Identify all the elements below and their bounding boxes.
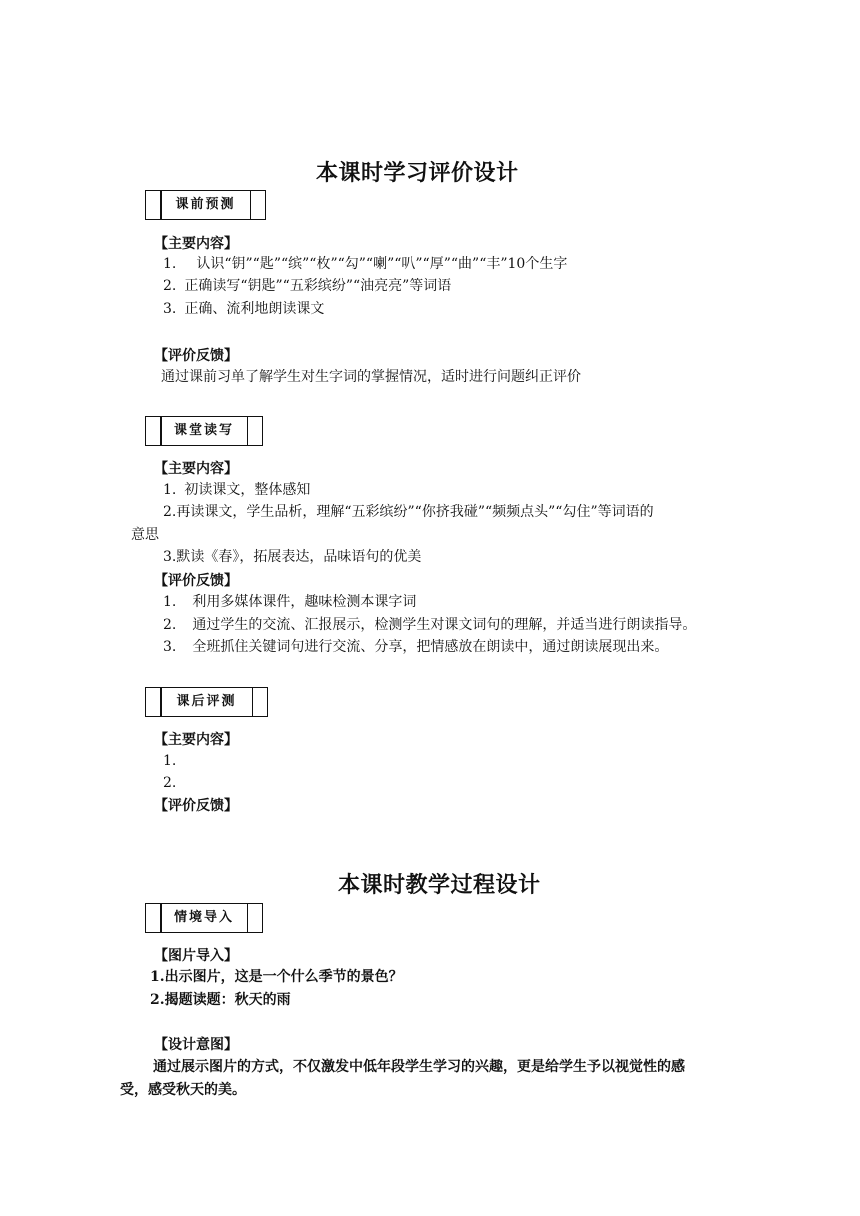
section-label: 课堂读写 <box>173 423 234 438</box>
list-item: 1. <box>163 753 177 769</box>
design-intent-text-cont: 受，感受秋天的美。 <box>120 1082 246 1098</box>
list-item: 1.出示图片，这是一个什么季节的景色？ <box>150 969 403 985</box>
content-heading: 【主要内容】 <box>154 236 238 252</box>
feedback-item: 3. 全班抓住关键词句进行交流、分享，把情感放在朗读中，通过朗读展现出来。 <box>163 639 669 655</box>
section-label-box <box>145 903 263 933</box>
section-label: 课后评测 <box>176 694 237 709</box>
feedback-text: 通过课前习单了解学生对生字词的掌握情况，适时进行问题纠正评价 <box>161 369 581 385</box>
list-item: 3.默读《春》，拓展表达，品味语句的优美 <box>163 549 422 565</box>
section-label: 情境导入 <box>173 910 234 925</box>
feedback-item: 2. 通过学生的交流、汇报展示，检测学生对课文词句的理解，并适当进行朗读指导。 <box>163 617 697 633</box>
design-intent-heading: 【设计意图】 <box>154 1037 238 1053</box>
list-item: 2. 正确读写“钥匙”“五彩缤纷”“油亮亮”等词语 <box>163 278 452 294</box>
list-item: 2.揭题读题：秋天的雨 <box>150 992 291 1008</box>
feedback-heading: 【评价反馈】 <box>154 348 238 364</box>
feedback-item: 1. 利用多媒体课件，趣味检测本课字词 <box>163 594 417 610</box>
eval-design-title: 本课时学习评价设计 <box>316 160 519 186</box>
content-heading: 【主要内容】 <box>154 732 238 748</box>
section-label-box <box>145 190 266 220</box>
design-intent-text: 通过展示图片的方式，不仅激发中低年段学生学习的兴趣，更是给学生予以视觉性的感 <box>153 1059 685 1075</box>
process-design-title: 本课时教学过程设计 <box>338 872 541 898</box>
section-label: 课前预测 <box>175 197 236 212</box>
content-heading: 【主要内容】 <box>154 461 238 477</box>
list-item: 2. <box>163 775 177 791</box>
list-item: 2.再读课文，学生品析，理解“五彩缤纷”“你挤我碰”“频频点头”“勾住”等词语的 <box>163 504 654 520</box>
image-intro-heading: 【图片导入】 <box>154 948 238 964</box>
feedback-heading: 【评价反馈】 <box>154 573 238 589</box>
list-item-continuation: 意思 <box>131 527 159 543</box>
list-item: 3. 正确、流利地朗读课文 <box>163 301 325 317</box>
list-item: 1. 初读课文，整体感知 <box>163 482 311 498</box>
section-label-box <box>145 687 268 717</box>
section-label-box <box>145 416 263 446</box>
list-item: 1. 认识“钥”“匙”“缤”“枚”“勾”“喇”“叭”“厚”“曲”“丰”10个生字 <box>163 256 568 272</box>
feedback-heading: 【评价反馈】 <box>154 798 238 814</box>
